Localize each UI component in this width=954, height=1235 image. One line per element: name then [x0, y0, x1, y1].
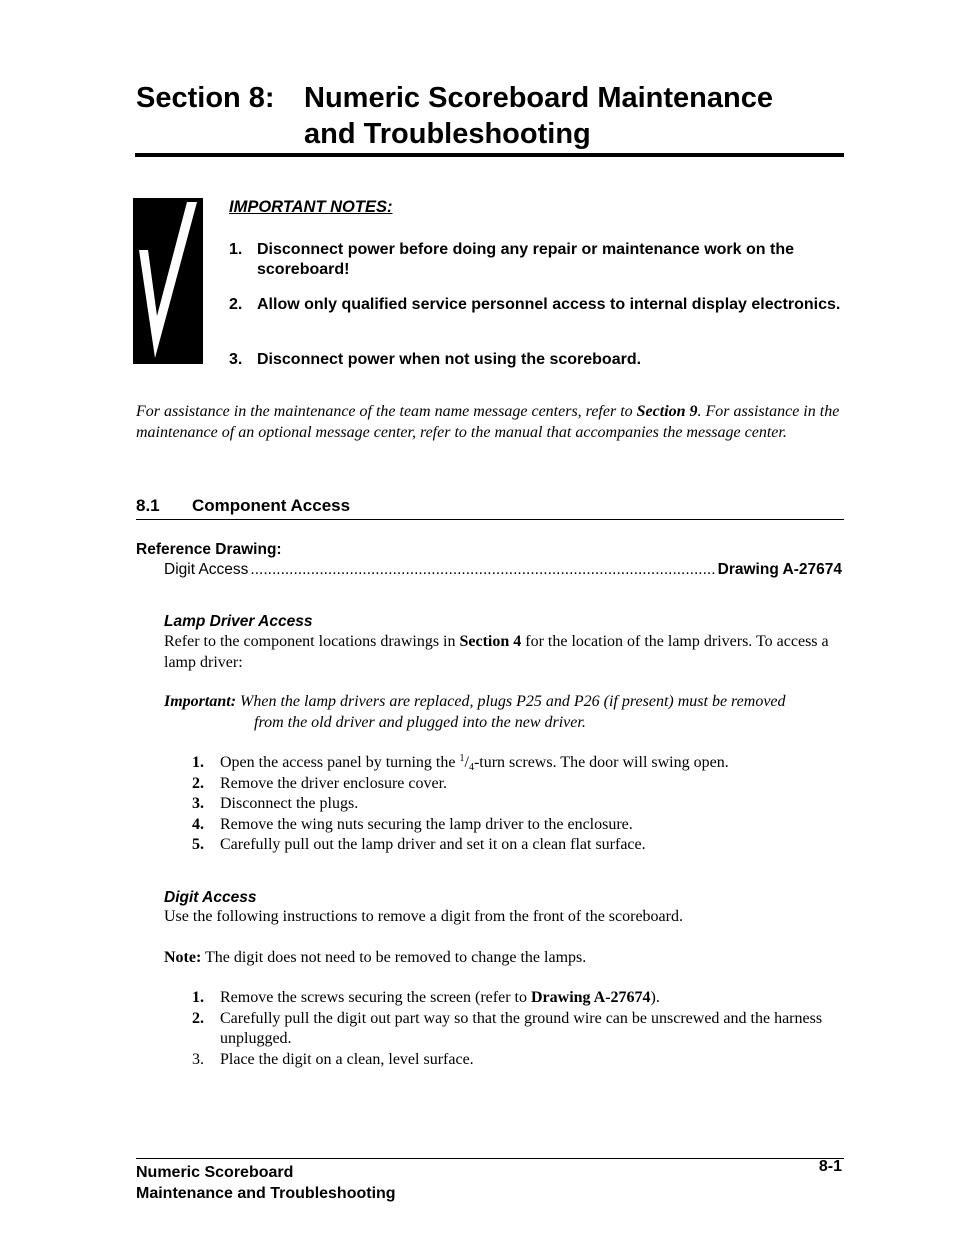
step-text: Open the access panel by turning the [220, 754, 460, 771]
step-number: 2. [192, 1009, 204, 1027]
title-rule [135, 153, 844, 157]
page-number: 8-1 [818, 1158, 842, 1175]
digit-access-steps [192, 988, 844, 1070]
step-number: 1. [192, 989, 204, 1006]
note-number: 3. [229, 351, 243, 368]
step-text: Place the digit on a clean, level surface. [220, 1050, 474, 1068]
subsection-rule [136, 519, 844, 520]
digit-access-paragraph: Use the following instructions to remove a digit from the front of the scoreboard. [164, 908, 683, 925]
check-mark-icon [133, 198, 203, 364]
fraction-slash: / [464, 754, 469, 771]
paragraph-text-continued: for the location of the lamp drivers. To access a lamp driver: [164, 633, 829, 671]
note-label: Note: [164, 949, 202, 966]
important-note-1 [229, 240, 844, 280]
list-item [192, 1050, 844, 1071]
step-text-continued: -turn screws. The door will swing open. [473, 754, 729, 771]
paragraph-text: Refer to the component locations drawings in [164, 633, 460, 650]
step-text: Carefully pull the digit out part way so that the ground wire can be unscrewed and the harness unplugged. [220, 1009, 823, 1047]
step-number: 2. [192, 774, 204, 792]
drawing-reference: Drawing A-27674 [530, 989, 651, 1006]
intro-paragraph [136, 402, 844, 443]
lamp-driver-paragraph [164, 632, 844, 673]
list-item [192, 835, 844, 856]
digit-access-note [164, 948, 844, 969]
list-item [192, 753, 844, 774]
intro-text: For assistance in the maintenance of the team name message centers, refer to [136, 403, 637, 420]
important-text-line2: from the old driver and plugged into the new driver. [254, 713, 586, 731]
step-number: 1. [192, 754, 204, 771]
step-text: Remove the screws securing the screen (refer to [220, 989, 531, 1006]
step-text: Carefully pull out the lamp driver and set it on a clean flat surface. [220, 836, 646, 853]
list-item [192, 1009, 844, 1050]
step-number: 4. [192, 815, 204, 833]
important-note-2 [229, 295, 844, 315]
subsection-title: Component Access [192, 496, 351, 515]
leader-dots [250, 561, 715, 579]
note-text: Allow only qualified service personnel access to internal display electronics. [257, 296, 841, 313]
step-text: Remove the wing nuts securing the lamp driver to the enclosure. [220, 815, 633, 833]
section-label: Section 8: [136, 82, 275, 114]
list-item [192, 774, 844, 795]
important-note-3 [229, 350, 844, 370]
step-number: 3. [192, 1050, 204, 1068]
step-number: 5. [192, 836, 204, 853]
reference-drawing-heading: Reference Drawing: [136, 541, 282, 558]
page-title-line2: and Troubleshooting [304, 118, 591, 150]
reference-drawing-number: Drawing A-27674 [717, 561, 842, 578]
list-item [192, 794, 844, 815]
important-text: When the lamp drivers are replaced, plugs P25 and P26 (if present) must be removed [236, 693, 786, 710]
footer-rule [136, 1158, 844, 1159]
section-4-reference: Section 4 [459, 633, 522, 650]
reference-drawing-entry [164, 561, 842, 579]
subsection-number: 8.1 [136, 496, 160, 515]
page-title-line1: Numeric Scoreboard Maintenance [304, 82, 773, 114]
important-callout [164, 692, 844, 733]
fraction-numerator: 1 [459, 753, 465, 764]
lamp-driver-steps [192, 753, 844, 856]
note-text: The digit does not need to be removed to change the lamps. [201, 949, 587, 966]
intro-text-continued: . For assistance in the maintenance of an optional message center, refer to the manual that accompanies the message center. [136, 403, 840, 441]
footer-line1: Numeric Scoreboard [136, 1164, 294, 1181]
important-label: Important: [164, 693, 237, 710]
note-text: Disconnect power when not using the scoreboard. [257, 351, 642, 368]
note-number: 2. [229, 296, 243, 313]
lamp-driver-heading: Lamp Driver Access [164, 613, 313, 630]
important-notes-heading: IMPORTANT NOTES: [229, 198, 393, 216]
digit-access-heading: Digit Access [164, 889, 257, 906]
section-9-reference: Section 9 [636, 403, 698, 420]
step-number: 3. [192, 795, 204, 812]
note-text: Disconnect power before doing any repair or maintenance work on the scoreboard! [257, 241, 794, 278]
step-text: Disconnect the plugs. [220, 795, 359, 812]
fraction-denominator: 4 [468, 762, 474, 773]
footer-title [136, 1162, 396, 1204]
list-item [192, 815, 844, 836]
note-number: 1. [229, 241, 243, 258]
step-text: Remove the driver enclosure cover. [220, 774, 448, 792]
step-text-continued: ). [650, 989, 660, 1006]
list-item [192, 988, 844, 1009]
reference-item: Digit Access [164, 561, 249, 578]
footer-line2: Maintenance and Troubleshooting [136, 1185, 396, 1202]
